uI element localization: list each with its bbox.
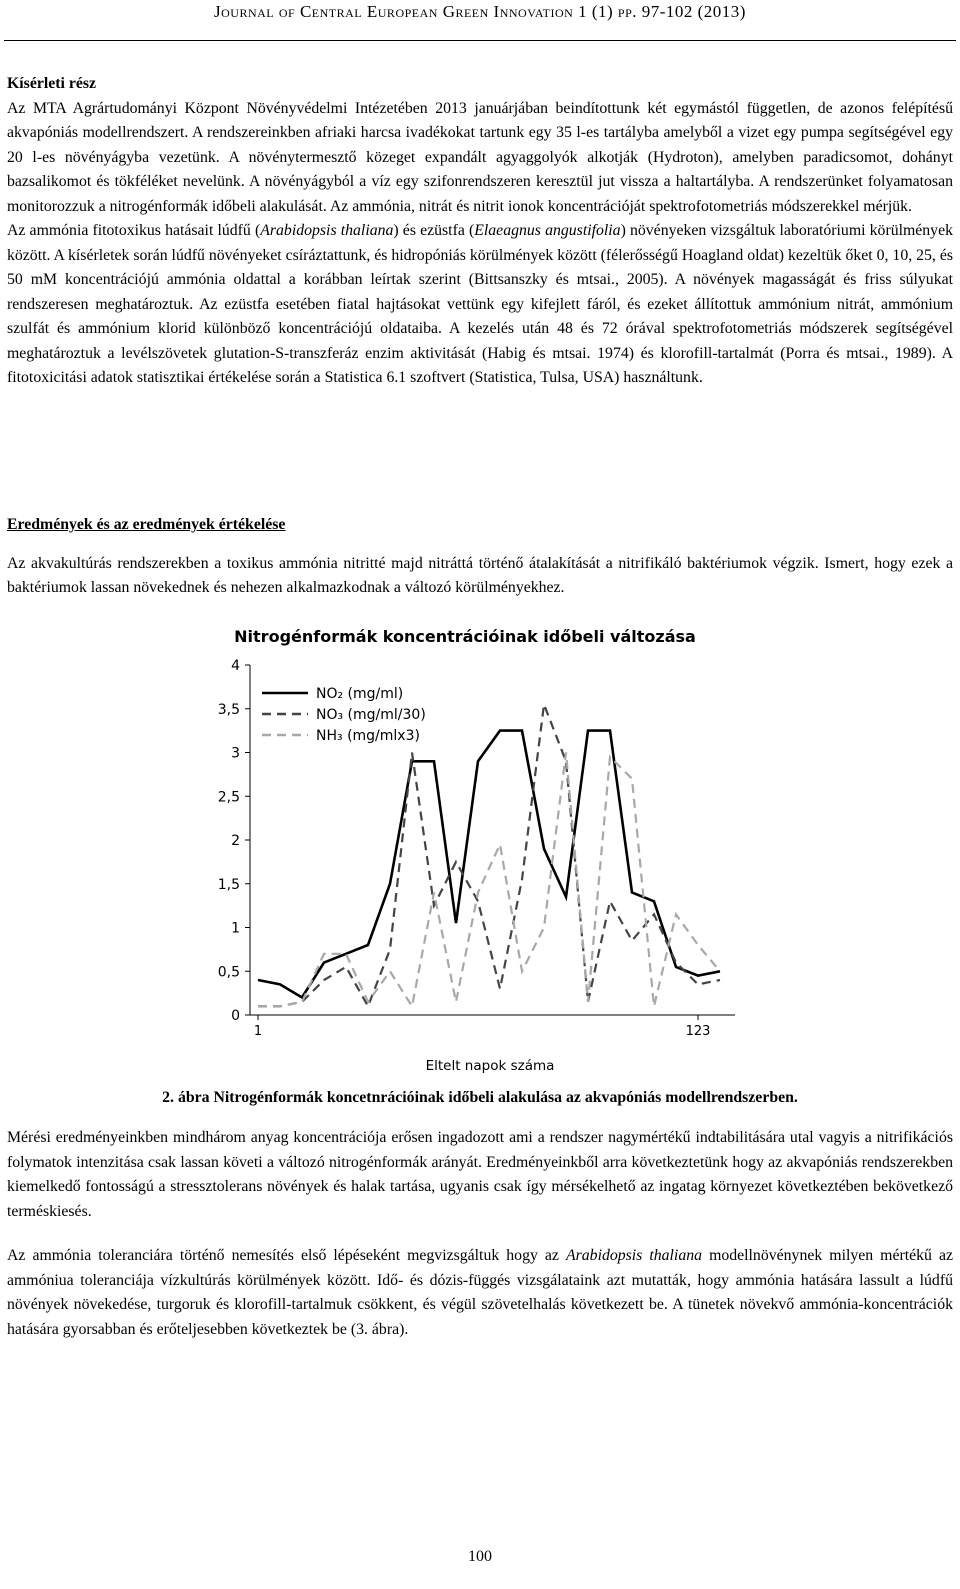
series-line-3 <box>258 753 720 1007</box>
y-tick-label: 0 <box>231 1008 240 1024</box>
page-number: 100 <box>468 1548 492 1565</box>
d2-text-b: modellnövénynek milyen mértékű az ammóniua toleranciája vízkultúrás körülmények között. Idő- és dózis-függés vizsgálataink azt mutatták, hogy ammónia hatására lassult a lúdfű növények növekedése, turgoruk és klorofill-tartalmuk csökkent, és végül szövetelhalás következett be. A tünetek növekvő ammónia-koncentrációk hatására gyorsabban és erőteljesebben következtek be (3. ábra). <box>7 1247 953 1338</box>
y-tick-label: 1 <box>231 920 240 937</box>
x-axis-label: Eltelt napok száma <box>425 1058 555 1074</box>
y-tick-label: 1,5 <box>217 876 240 893</box>
d2-text-a: Az ammónia toleranciára történő nemesítés első lépéseként megvizsgáltuk hogy az <box>7 1247 566 1264</box>
discussion-paragraph-1: Mérési eredményeinkben mindhárom anyag koncentrációja erősen ingadozott ami a rendszer nagymértékű indtabilitására utal vagyis a nitrifikációs folymatok intenzitása csak lassan követi a változó nitrogénformák arányát. Eredményeinkből arra következtetünk hogy az akvapóniás rendszerekben kiemelkedő fontosságú a stressztolerans növények és halak tartása, ugyanis csak így mérsékelhető az ingatag környezet következtében bekövetkező terméskiesés. <box>7 1129 953 1220</box>
journal-header: Journal of Central European Green Innovation 1 (1) pp. 97-102 (2013) <box>214 2 746 21</box>
y-tick-label: 3,5 <box>217 701 240 718</box>
y-tick-label: 4 <box>231 658 240 674</box>
y-tick-label: 0,5 <box>217 964 240 981</box>
header-rule <box>4 40 956 41</box>
series-line-1 <box>258 731 720 998</box>
x-ticks <box>254 1015 711 1039</box>
x-tick-label: 123 <box>685 1024 711 1039</box>
results-heading: Eredmények és az eredmények értékelése <box>7 516 286 533</box>
chart-title: Nitrogénformák koncentrációinak időbeli változása <box>234 627 696 646</box>
y-tick-label: 2,5 <box>217 789 240 806</box>
discussion-paragraph-2 <box>7 1244 953 1342</box>
legend-label-2: NO₃ (mg/ml/30) <box>316 707 426 723</box>
methods-paragraph-1: Az MTA Agrártudományi Központ Növényvédelmi Intézetében 2013 januárjában beindítottunk két egymástól független, de azonos felépítésű akvapóniás modellrendszert. A rendszereinkben afriaki harcsa ivadékokat tartunk egy 35 l-es tartályba amelyből a vizet egy pumpa segítségével egy 20 l-es növényágyba vezetünk. A növénytermesztő közeget expandált agyaggolyók alkotják (Hydroton), amelyben paradicsomot, dohányt bazsalikomot és tökféléket nevelünk. A növényágyból a víz egy szifonrendszeren keresztül jut vissza a haltartályba. A rendszerünket folyamatosan monitorozzuk a nitrogénformák időbeli alakulását. Az ammónia, nitrát és nitrit ionok koncentrációját spektrofotometriás módszerekkel mérjük. <box>7 99 953 215</box>
methods-section <box>7 72 953 391</box>
species-arabidopsis-2: Arabidopsis thaliana <box>565 1247 703 1264</box>
series-lines <box>258 704 720 1006</box>
discussion-section <box>7 1126 953 1342</box>
methods-heading: Kísérleti rész <box>7 75 97 92</box>
methods-paragraph-2 <box>7 219 953 391</box>
chart-legend <box>262 686 426 744</box>
legend-label-1: NO₂ (mg/ml) <box>316 686 404 702</box>
p2-text-a: Az ammónia fitotoxikus hatásait lúdfű ( <box>7 222 261 239</box>
nitrogen-chart <box>180 620 740 1080</box>
species-elaeagnus: Elaeagnus angustifolia <box>474 222 621 239</box>
y-ticks <box>218 658 250 1024</box>
y-tick-label: 3 <box>231 745 240 762</box>
p2-text-c: ) növényeken vizsgáltuk laboratóriumi körülmények között. A kísérletek során lúdfű növényeket csíráztattunk, és hidropóniás körülmények között (félerősségű Hoagland oldat) kezeltük őket 0, 10, 25, és 50 mM koncentrációjú ammónia oldattal a korábban leírtak szerint (Bittsanszky és mtsai., 2005). A növények magasságát és friss súlyukat rendszeresen meghatároztuk. Az ezüstfa esetében fiatal hajtásokat vettünk egy kifejlett fáról, és ezeket állítottuk ammónium nitrát, ammónium szulfát és ammónium klorid különböző koncentrációjú oldataiba. A kezelés után 48 és 72 órával spektrofotometriás módszerek segítségével meghatároztuk a levélszövetek glutation-S-transzferáz enzim aktivitását (Habig és mtsai. 1974) és klorofill-tartalmát (Porra és mtsai., 1989). A fitotoxicitási adatok statisztikai értékelése során a Statistica 6.1 szoftvert (Statistica, Tulsa, USA) használtunk. <box>7 222 953 386</box>
legend-label-3: NH₃ (mg/mlx3) <box>316 728 420 744</box>
species-arabidopsis: Arabidopsis thaliana <box>260 222 394 239</box>
y-tick-label: 2 <box>231 833 240 849</box>
x-tick-label: 1 <box>253 1024 263 1039</box>
results-section <box>7 513 953 601</box>
figure-caption: 2. ábra Nitrogénformák koncetnrációinak időbeli alakulása az akvapóniás modellrendszerben. <box>162 1089 798 1106</box>
p2-text-b: ) és ezüstfa ( <box>393 222 475 239</box>
results-paragraph-1: Az akvakultúrás rendszerekben a toxikus ammónia nitritté majd nitráttá történő átalakítását a nitrifikáló baktériumok végzik. Ismert, hogy ezek a baktériumok lassan növekednek és nehezen alkalmazkodnak a változó körülményekhez. <box>7 554 953 596</box>
